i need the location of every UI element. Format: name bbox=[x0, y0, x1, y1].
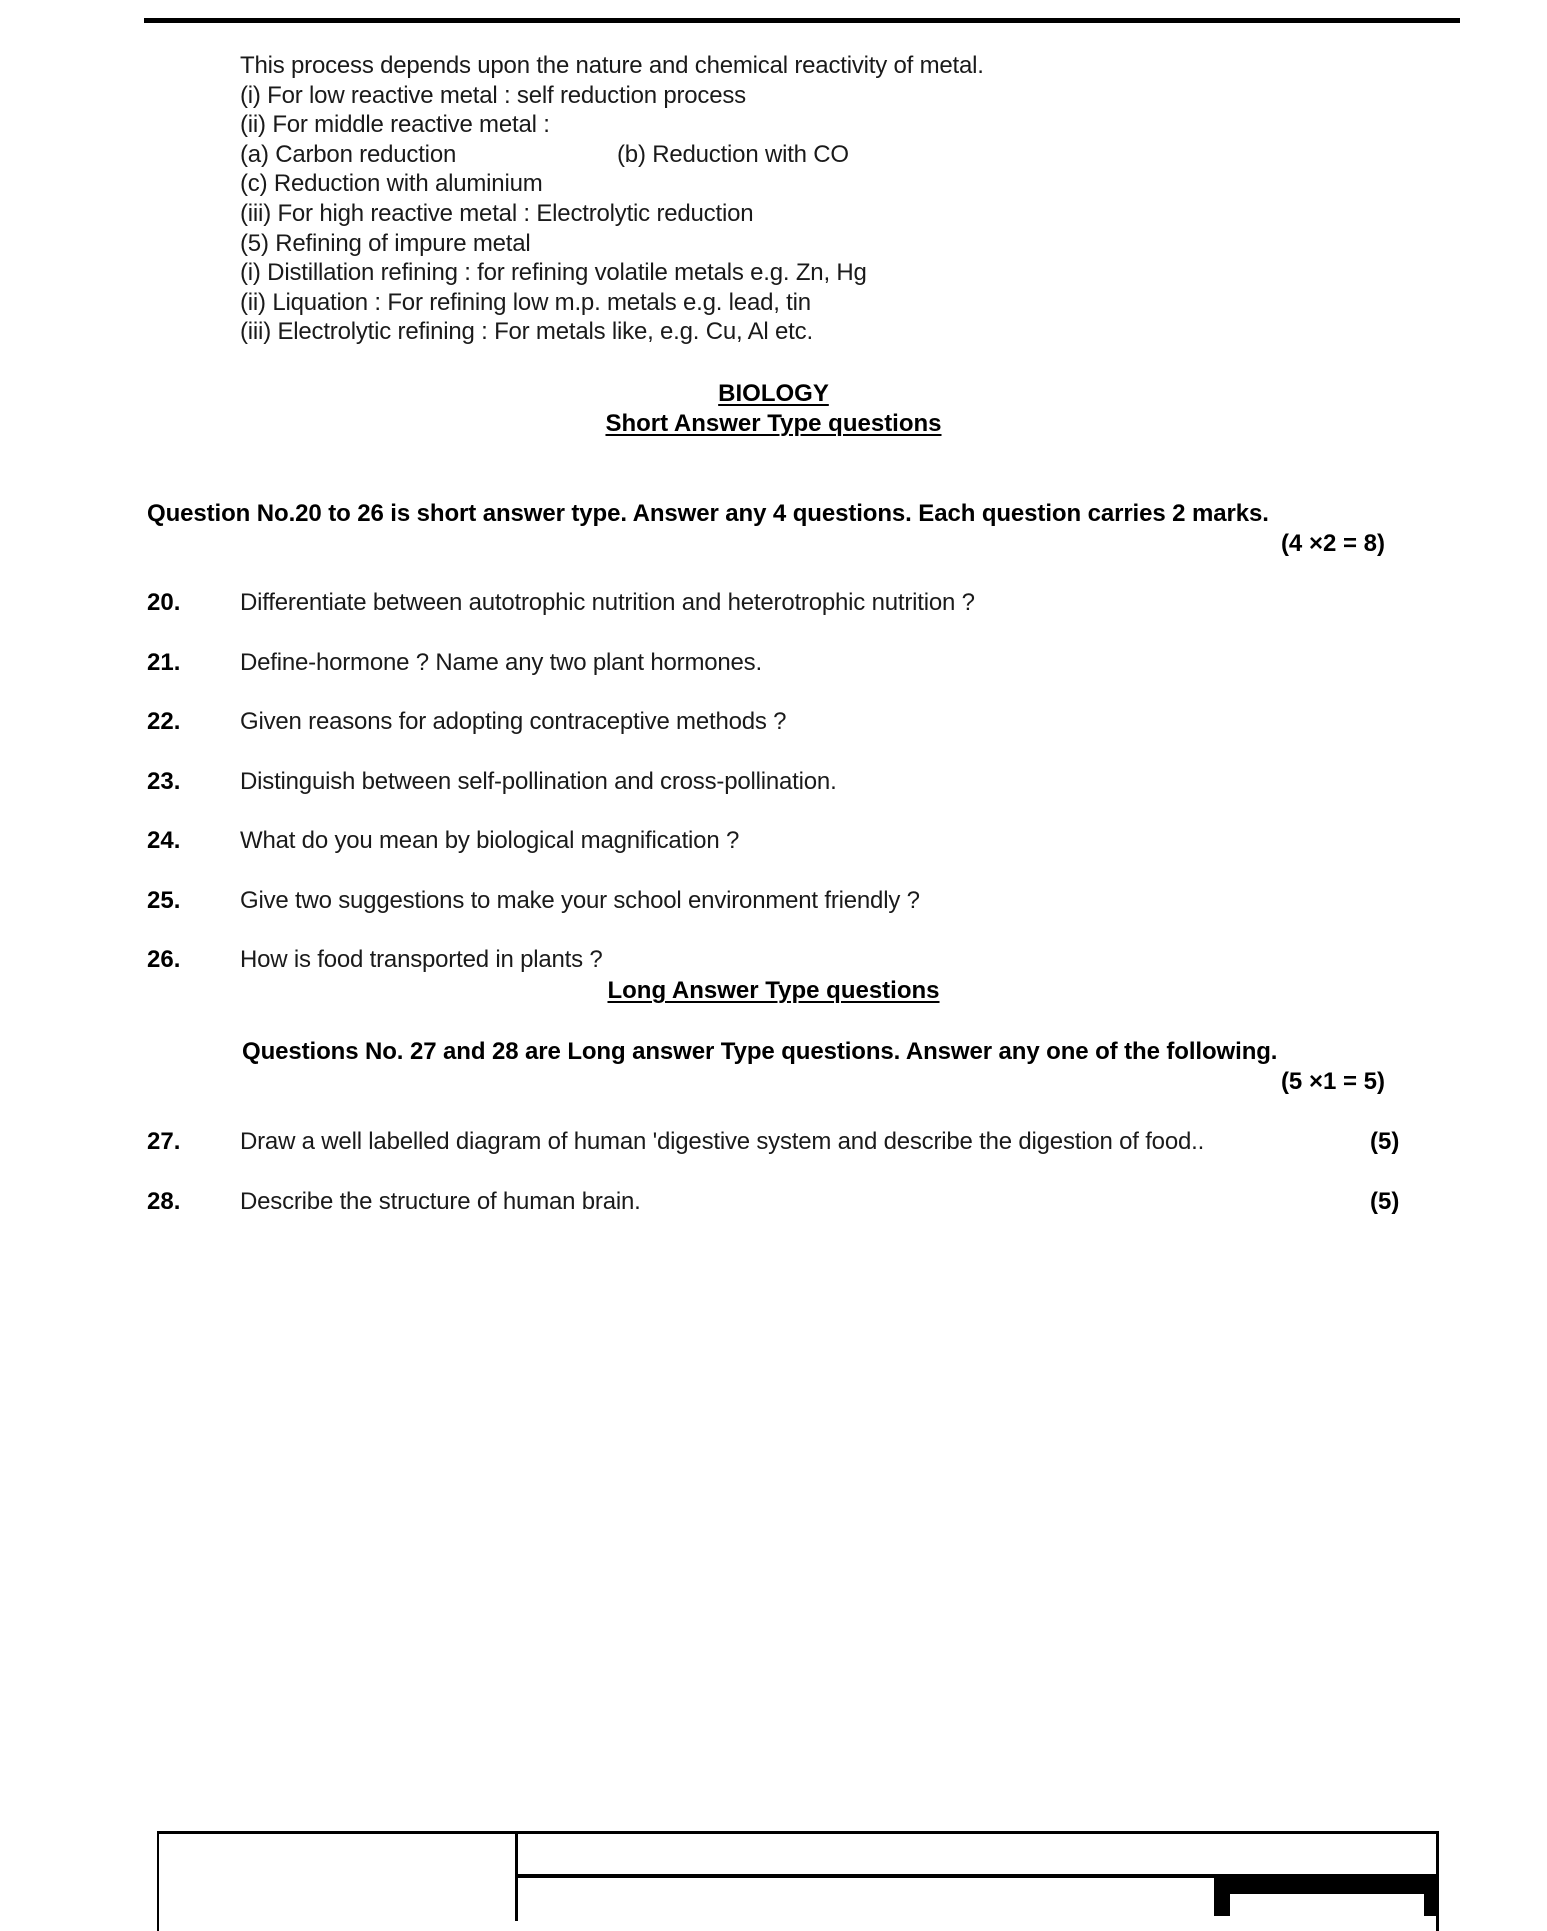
text-line: (iii) For high reactive metal : Electrolytic reduction bbox=[240, 199, 754, 227]
subject-title: BIOLOGY bbox=[718, 380, 829, 407]
question-marks: (5) bbox=[1370, 1188, 1400, 1215]
question-row bbox=[0, 589, 1547, 619]
question-text: Given reasons for adopting contraceptive methods ? bbox=[240, 708, 787, 735]
text-line: (i) Distillation refining : for refining volatile metals e.g. Zn, Hg bbox=[240, 259, 867, 287]
question-number: 23. bbox=[147, 768, 181, 795]
chemistry-continuation bbox=[240, 51, 984, 347]
long-answer-heading: Long Answer Type questions bbox=[607, 977, 940, 1004]
question-number: 27. bbox=[147, 1128, 181, 1155]
short-answer-total-marks: (4 ×2 = 8) bbox=[1280, 530, 1385, 557]
question-number: 20. bbox=[147, 589, 181, 616]
question-text: Differentiate between autotrophic nutrition and heterotrophic nutrition ? bbox=[240, 589, 975, 616]
question-number: 26. bbox=[147, 946, 181, 973]
question-text: What do you mean by biological magnification ? bbox=[240, 827, 740, 854]
text-line-two-column bbox=[240, 140, 984, 170]
question-row bbox=[0, 708, 1547, 738]
question-marks: (5) bbox=[1370, 1128, 1400, 1155]
text-line: (c) Reduction with aluminium bbox=[240, 170, 543, 198]
long-answer-instruction: Questions No. 27 and 28 are Long answer Type questions. Answer any one of the following. bbox=[242, 1038, 1278, 1065]
question-text: How is food transported in plants ? bbox=[240, 946, 603, 973]
question-number: 22. bbox=[147, 708, 181, 735]
question-number: 25. bbox=[147, 887, 181, 914]
question-text: Draw a well labelled diagram of human 'digestive system and describe the digestion of food.. bbox=[240, 1128, 1205, 1155]
text-col-a: (a) Carbon reduction bbox=[240, 140, 457, 168]
footer-inner-field bbox=[1230, 1894, 1424, 1924]
text-line: (ii) Liquation : For refining low m.p. metals e.g. lead, tin bbox=[240, 288, 811, 316]
page-top-rule bbox=[144, 18, 1460, 23]
text-line: This process depends upon the nature and chemical reactivity of metal. bbox=[240, 52, 984, 79]
question-text: Give two suggestions to make your school environment friendly ? bbox=[240, 887, 920, 914]
question-row bbox=[0, 946, 1547, 976]
question-text: Define-hormone ? Name any two plant hormones. bbox=[240, 649, 762, 676]
question-row bbox=[0, 649, 1547, 679]
question-row bbox=[0, 827, 1547, 857]
question-row bbox=[0, 1128, 1547, 1158]
question-row bbox=[0, 1188, 1547, 1218]
text-line: (iii) Electrolytic refining : For metals like, e.g. Cu, Al etc. bbox=[240, 318, 813, 346]
text-line: (5) Refining of impure metal bbox=[240, 229, 531, 257]
text-line: (ii) For middle reactive metal : bbox=[240, 111, 550, 139]
text-line: (i) For low reactive metal : self reduction process bbox=[240, 81, 746, 109]
question-row bbox=[0, 768, 1547, 798]
question-row bbox=[0, 887, 1547, 917]
short-answer-heading: Short Answer Type questions bbox=[605, 410, 942, 437]
question-number: 21. bbox=[147, 649, 181, 676]
short-answer-instruction: Question No.20 to 26 is short answer type. Answer any 4 questions. Each question carries 2 marks. bbox=[147, 500, 1269, 527]
question-number: 28. bbox=[147, 1188, 181, 1215]
question-number: 24. bbox=[147, 827, 181, 854]
question-text: Describe the structure of human brain. bbox=[240, 1188, 641, 1215]
long-answer-total-marks: (5 ×1 = 5) bbox=[1280, 1068, 1385, 1095]
text-col-b: (b) Reduction with CO bbox=[617, 140, 849, 168]
question-text: Distinguish between self-pollination and cross-pollination. bbox=[240, 768, 837, 795]
